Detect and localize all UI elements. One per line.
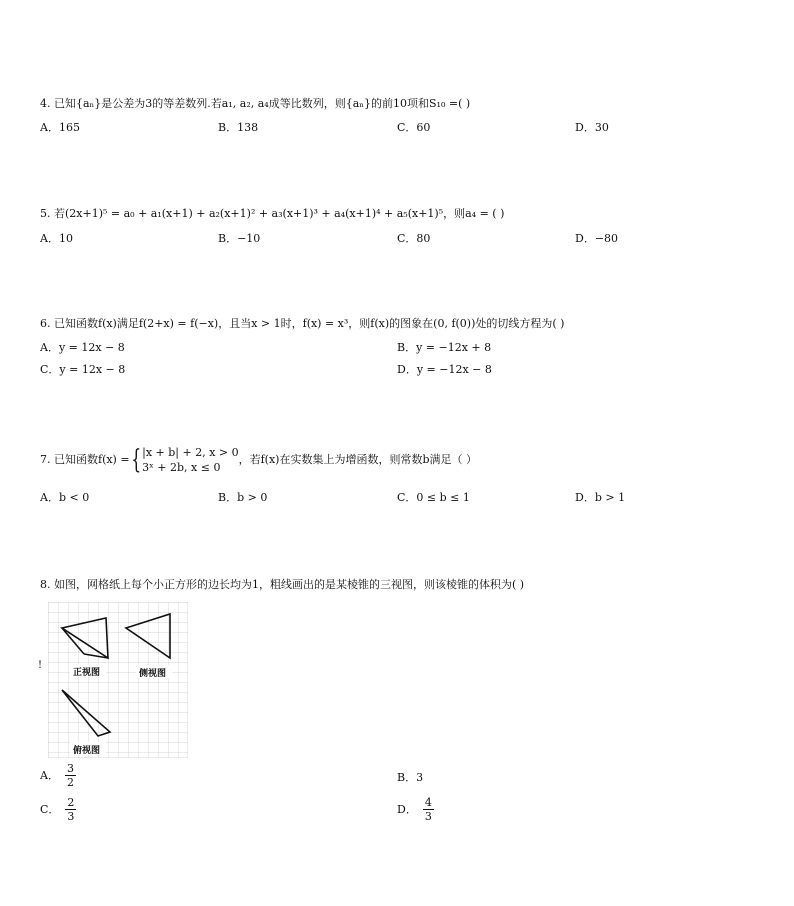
q7-suffix: ，若f(x)在实数集上为增函数，则常数b满足（ ）: [238, 453, 478, 466]
q8-option-c-numerator: 2: [67, 796, 75, 809]
q8-option-a-fraction: [65, 762, 76, 789]
question-4-stem: 4. 已知{aₙ}是公差为3的等差数列.若a₁, a₂, a₄成等比数列，则{aₙ}的前10项和S₁₀ =( ): [40, 97, 471, 110]
q8-option-c-fraction: [65, 796, 76, 823]
q4-option-c[interactable]: C．60: [397, 121, 431, 134]
q6-option-d[interactable]: D．y = −12x − 8: [397, 363, 492, 376]
q4-option-a[interactable]: A．165: [40, 121, 80, 134]
three-view-figure: [48, 602, 188, 762]
q8-option-d[interactable]: [397, 796, 434, 823]
q8-option-c-denominator: 3: [67, 810, 75, 823]
q4-option-b[interactable]: B．138: [218, 121, 259, 134]
q8-option-a-label: A．: [40, 768, 59, 782]
left-brace-icon: {: [130, 445, 141, 475]
q7-case-1: |x + b| + 2, x > 0: [142, 446, 239, 459]
q7-prefix: 7. 已知函数f(x) =: [40, 453, 130, 466]
front-view-label: 正视图: [73, 668, 101, 678]
q8-option-d-numerator: 4: [424, 796, 432, 809]
margin-mark: !: [38, 660, 43, 671]
q6-option-c[interactable]: C．y = 12x − 8: [40, 363, 126, 376]
question-5-stem: 5. 若(2x+1)⁵ = a₀ + a₁(x+1) + a₂(x+1)² + a₃(x+1)³ + a₄(x+1)⁴ + a₅(x+1)⁵，则a₄ = ( ): [40, 207, 505, 220]
top-view-label: 俯视图: [73, 746, 101, 756]
q5-option-d[interactable]: D．−80: [575, 232, 619, 245]
q8-option-d-label: D．: [397, 802, 417, 816]
q7-piecewise: [142, 445, 238, 475]
side-view-label: 侧视图: [139, 669, 167, 679]
q4-option-d[interactable]: D．30: [575, 121, 609, 134]
q8-option-b[interactable]: B．3: [397, 771, 424, 784]
q8-option-d-denominator: 3: [424, 810, 432, 823]
q7-case-2: 3ˣ + 2b, x ≤ 0: [142, 461, 221, 474]
q5-option-b[interactable]: B．−10: [218, 232, 261, 245]
q8-option-a-numerator: 3: [66, 762, 74, 775]
question-8-stem: 8. 如图，网格纸上每个小正方形的边长均为1，粗线画出的是某棱锥的三视图，则该棱锥的体积为( ): [40, 578, 525, 591]
q8-option-a-denominator: 2: [66, 776, 74, 789]
q5-option-a[interactable]: A．10: [40, 232, 73, 245]
q8-option-d-fraction: [423, 796, 434, 823]
q7-option-b[interactable]: B．b > 0: [218, 491, 268, 504]
three-view-grid: [48, 602, 188, 758]
q7-option-a[interactable]: A．b < 0: [40, 491, 90, 504]
q7-option-c[interactable]: C．0 ≤ b ≤ 1: [397, 491, 470, 504]
q6-option-b[interactable]: B．y = −12x + 8: [397, 341, 492, 354]
q7-option-d[interactable]: D．b > 1: [575, 491, 626, 504]
q8-option-a[interactable]: [40, 762, 76, 789]
question-7-stem: [40, 445, 477, 475]
q6-option-a[interactable]: A．y = 12x − 8: [40, 341, 125, 354]
q8-option-c[interactable]: [40, 796, 76, 823]
q5-option-c[interactable]: C．80: [397, 232, 431, 245]
question-6-stem: 6. 已知函数f(x)满足f(2+x) = f(−x)，且当x > 1时，f(x) = x³，则f(x)的图象在(0, f(0))处的切线方程为( ): [40, 317, 565, 330]
q8-option-c-label: C．: [40, 802, 60, 816]
